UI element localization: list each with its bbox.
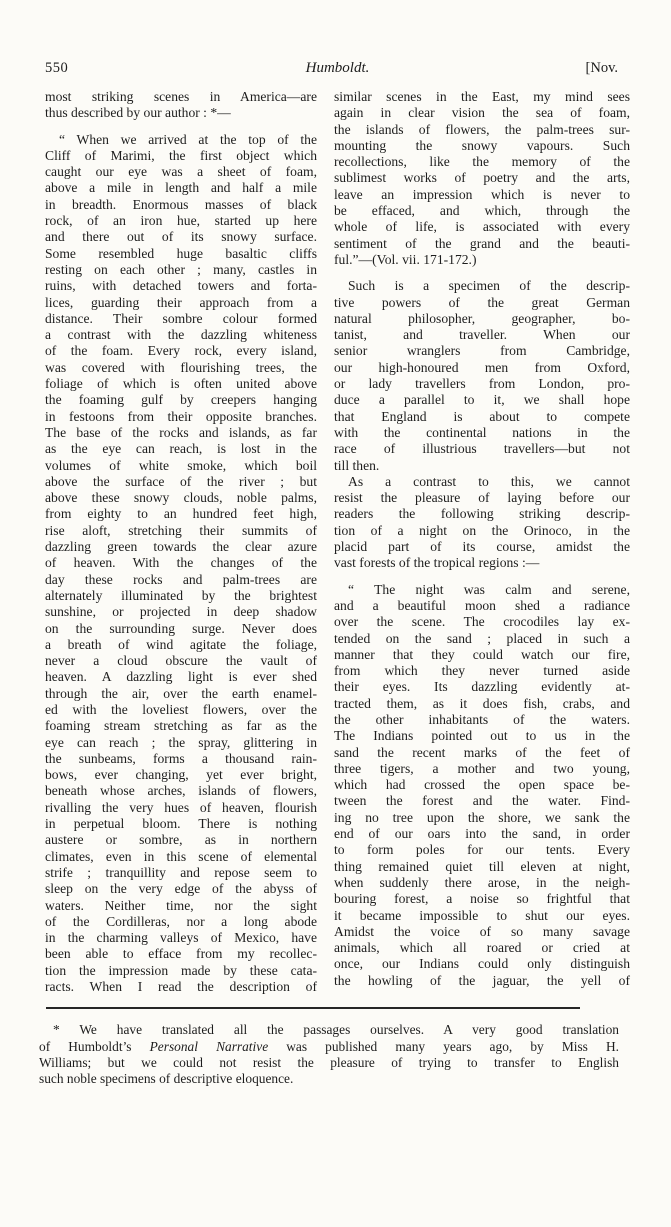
footnote: [39, 1022, 619, 1087]
text-line: Such is a specimen of the descrip-: [348, 278, 630, 294]
text-line: * We have translated all the passages ourselves. A very good translation: [53, 1022, 619, 1038]
text-line: whole of life, is associated with every: [334, 219, 630, 235]
text-line: As a contrast to this, we cannot: [348, 473, 630, 489]
text-line: their eyes. Its dazzling evidently at-: [334, 679, 630, 695]
text-line: thus described by our author : *—: [45, 105, 231, 121]
right-column: [334, 89, 630, 989]
text-line: bouring forest, a noise so frightful that: [334, 891, 630, 907]
text-line: and there out of its snowy surface.: [45, 229, 317, 245]
text-line: ruins, with detached towers and forta-: [45, 278, 317, 294]
text-line: heaven. A dazzling light is ever shed: [45, 669, 317, 685]
text-line: or lady travellers from London, pro-: [334, 376, 630, 392]
text-line: as the eye can reach, is lost in the: [45, 441, 317, 457]
text-line: Williams; but we could not resist the pleasure of trying to transfer to English: [39, 1054, 619, 1070]
text-line: it became impossible to shut our eyes.: [334, 907, 630, 923]
text-line: through the air, over the earth enamel-: [45, 685, 317, 701]
text-line: ful.”—(Vol. vii. 171-172.): [334, 251, 477, 267]
text-line: thing remained quiet till eleven at night,: [334, 858, 630, 874]
text-line: manner that they could watch our fire,: [334, 646, 630, 662]
text-line: vast forests of the tropical regions :—: [334, 555, 540, 571]
text-line: above a mile in length and half a mile: [45, 180, 317, 196]
text-line: foaming stream stretching as far as the: [45, 718, 317, 734]
text-line: be effaced, and which, through the: [334, 203, 630, 219]
text-line: sand the recent marks of the feet of: [334, 744, 630, 760]
text-line: senior wranglers from Cambridge,: [334, 343, 630, 359]
text-line: bows, ever changing, yet ever bright,: [45, 767, 317, 783]
text-line: and a beautiful moon shed a radiance: [334, 597, 630, 613]
text-line: rock, of an iron hue, started up here: [45, 213, 317, 229]
text-line: rise aloft, stretching their summits of: [45, 522, 317, 538]
text-line: tion the impression made by these cata-: [45, 962, 317, 978]
text-line: in the charming valleys of Mexico, have: [45, 930, 317, 946]
text-line: “ When we arrived at the top of the: [59, 131, 317, 147]
text-line: ing no tree upon the shore, we sank the: [334, 809, 630, 825]
text-line: that England is about to compete: [334, 408, 630, 424]
text-line: natural philosopher, geographer, bo-: [334, 310, 630, 326]
text-line: in perpetual bloom. There is nothing: [45, 816, 317, 832]
text-line: volumes of white smoke, which boil: [45, 457, 317, 473]
text-line: The Indians pointed out to us in the: [334, 728, 630, 744]
text-line: rivalling the very hues of heaven, flourish: [45, 799, 317, 815]
text-line: our high-honoured men from Oxford,: [334, 359, 630, 375]
text-line: placid part of its course, amidst the: [334, 539, 630, 555]
text-line: The base of the rocks and islands, as far: [45, 424, 317, 440]
text-line: resist the pleasure of laying before our: [334, 490, 630, 506]
text-segment: was published many years ago, by Miss H.: [268, 1038, 619, 1054]
text-line: eye can reach ; the spray, glittering in: [45, 734, 317, 750]
text-line: “ The night was calm and serene,: [348, 581, 630, 597]
footnote-divider: [46, 1007, 580, 1009]
text-line: tive powers of the great German: [334, 294, 630, 310]
text-line: sunshine, or projected in deep shadow: [45, 604, 317, 620]
text-line: the foaming gulf by creepers hanging: [45, 392, 317, 408]
text-line: over the scene. The crocodiles lay ex-: [334, 614, 630, 630]
text-line: ed with the loveliest flowers, over the: [45, 701, 317, 717]
text-line: racts. When I read the description of: [45, 979, 317, 995]
text-line: most striking scenes in America—are: [45, 89, 317, 104]
text-line: [39, 1039, 619, 1055]
text-line: strife ; tranquillity and repose seem to: [45, 864, 317, 880]
text-line: been able to efface from my recollec-: [45, 946, 317, 962]
text-line: which had crossed the open space be-: [334, 777, 630, 793]
text-line: a contrast with the dazzling whiteness: [45, 327, 317, 343]
text-line: similar scenes in the East, my mind sees: [334, 89, 630, 104]
text-line: three tigers, a mother and two young,: [334, 760, 630, 776]
text-line: above the surface of the river ; but: [45, 473, 317, 489]
text-line: sentiment of the grand and the beauti-: [334, 235, 630, 251]
text-line: race of illustrious travellers—but not: [334, 441, 630, 457]
text-line: of the Cordilleras, nor a long abode: [45, 913, 317, 929]
text-line: was covered with flourishing trees, the: [45, 359, 317, 375]
text-line: mounting the snowy vapours. Such: [334, 137, 630, 153]
text-line: sublimest works of poetry and the arts,: [334, 170, 630, 186]
text-line: leave an impression which is never to: [334, 186, 630, 202]
text-line: distance. Their sombre colour formed: [45, 310, 317, 326]
text-line: day these rocks and palm-trees are: [45, 571, 317, 587]
text-segment: of Humboldt’s: [39, 1038, 150, 1054]
text-line: readers the following striking descrip-: [334, 506, 630, 522]
text-line: tended on the sand ; placed in such a: [334, 630, 630, 646]
text-line: lices, guarding their approach from a: [45, 294, 317, 310]
text-line: to form poles for our tents. Every: [334, 842, 630, 858]
text-line: Cliff of Marimi, the first object which: [45, 147, 317, 163]
text-line: tion of a night on the Orinoco, in the: [334, 522, 630, 538]
text-line: the islands of flowers, the palm-trees sur-: [334, 121, 630, 137]
text-line: tween the forest and the water. Find-: [334, 793, 630, 809]
text-line: the sunbeams, forms a thousand rain-: [45, 750, 317, 766]
text-line: resting on each other ; many, castles in: [45, 261, 317, 277]
text-line: tracted them, as it does fish, crabs, and: [334, 695, 630, 711]
text-line: sleep on the very edge of the abyss of: [45, 881, 317, 897]
text-line: the other inhabitants of the waters.: [334, 711, 630, 727]
text-line: on the surrounding surge. Never does: [45, 620, 317, 636]
left-column: [45, 89, 317, 995]
issue-month-label: [Nov.: [585, 60, 618, 76]
text-line: from which they never turned aside: [334, 663, 630, 679]
running-title: Humboldt.: [305, 60, 370, 76]
text-line: recollections, like the memory of the: [334, 154, 630, 170]
text-line: tanist, and traveller. When our: [334, 327, 630, 343]
text-line: the howling of the jaguar, the yell of: [334, 972, 630, 988]
text-line: Amidst the voice of so many savage: [334, 923, 630, 939]
page-header: [45, 60, 630, 77]
text-line: above these snowy clouds, noble palms,: [45, 490, 317, 506]
text-line: till then.: [334, 457, 380, 473]
text-line: austere or sombre, as in northern: [45, 832, 317, 848]
text-line: alternately illuminated by the brightest: [45, 587, 317, 603]
text-line: animals, which all roared or cried at: [334, 940, 630, 956]
text-line: duce a parallel to it, we shall hope: [334, 392, 630, 408]
text-line: of heaven. With the changes of the: [45, 555, 317, 571]
text-line: dazzling green towards the clear azure: [45, 539, 317, 555]
text-line: Some resembled huge basaltic cliffs: [45, 245, 317, 261]
text-line: once, our Indians could only distinguish: [334, 956, 630, 972]
text-line: from eighty to an hundred feet high,: [45, 506, 317, 522]
italic-text: Personal Narrative: [149, 1038, 269, 1054]
text-line: when suddenly there arose, in the neigh-: [334, 874, 630, 890]
page-number: 550: [45, 60, 69, 76]
text-line: climates, even in this scene of elemental: [45, 848, 317, 864]
text-line: with the continental nations in the: [334, 424, 630, 440]
text-line: foliage of which is often united above: [45, 376, 317, 392]
text-line: again in clear vision the sea of foam,: [334, 105, 630, 121]
text-line: in festoons from their opposite branches.: [45, 408, 317, 424]
text-line: waters. Neither time, nor the sight: [45, 897, 317, 913]
text-line: beneath whose arches, islands of flowers,: [45, 783, 317, 799]
text-line: such noble specimens of descriptive eloquence.: [39, 1070, 294, 1086]
text-line: caught our eye was a sheet of foam,: [45, 164, 317, 180]
text-line: in breadth. Enormous masses of black: [45, 196, 317, 212]
text-line: never a cloud obscure the vault of: [45, 653, 317, 669]
text-line: of the foam. Every rock, every island,: [45, 343, 317, 359]
text-columns: [45, 89, 630, 995]
text-line: end of our oars into the sand, in order: [334, 826, 630, 842]
text-line: a breath of wind agitate the foliage,: [45, 636, 317, 652]
